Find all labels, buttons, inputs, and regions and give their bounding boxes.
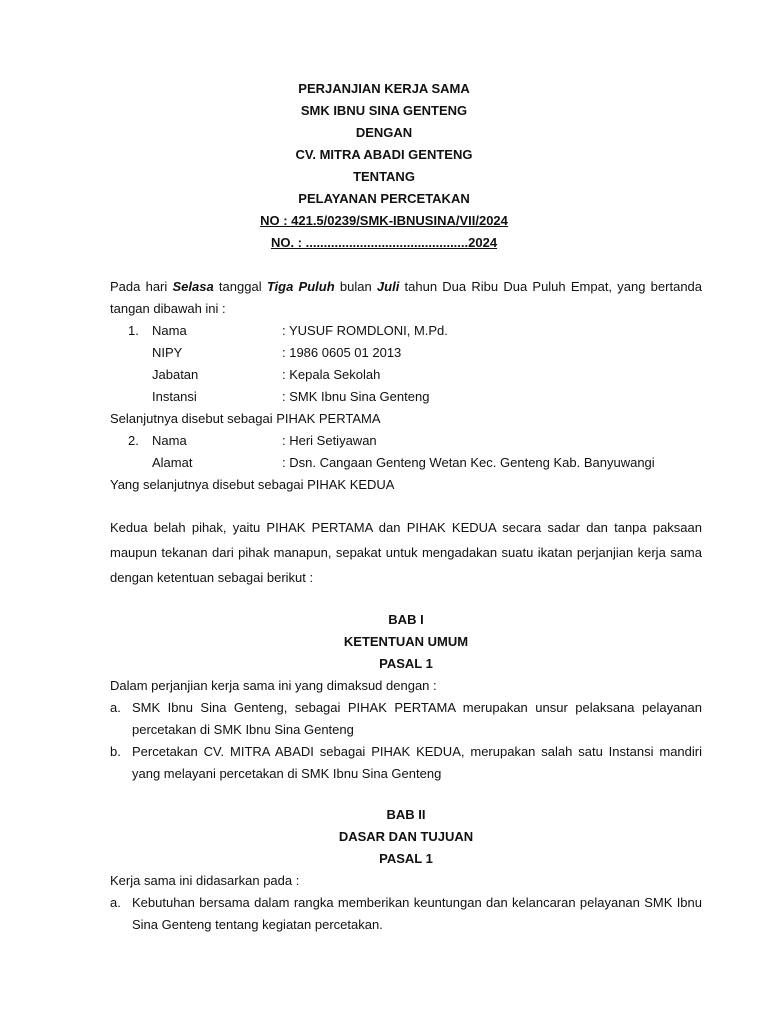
- party-2-value: : Dsn. Cangaan Genteng Wetan Kec. Genteng Kab. Banyuwangi: [282, 455, 655, 470]
- party-1-row: [110, 320, 702, 342]
- bab-1-pasal: PASAL 1: [379, 656, 433, 671]
- party-1-row: [110, 386, 702, 408]
- list-item: [110, 892, 702, 936]
- document-body: [110, 276, 702, 936]
- opening-date: Tiga Puluh: [266, 279, 335, 294]
- opening-paragraph: Pada hari Selasa tanggal Tiga Puluh bulan Juli tahun Dua Ribu Dua Puluh Empat, yang bertanda tangan dibawah ini :: [110, 279, 703, 316]
- list-item-text: Kebutuhan bersama dalam rangka memberikan keuntungan dan kelancaran pelayanan SMK Ibnu Sina Genteng tentang kegiatan percetakan.: [132, 895, 702, 932]
- party-1-value: : YUSUF ROMDLONI, M.Pd.: [282, 323, 448, 338]
- list-item-text: SMK Ibnu Sina Genteng, sebagai PIHAK PERTAMA merupakan unsur pelaksana pelayanan percetakan di SMK Ibnu Sina Genteng: [132, 700, 702, 737]
- opening-day: Selasa: [172, 279, 214, 294]
- party-1-value: : 1986 0605 01 2013: [282, 345, 402, 360]
- list-item-text: Percetakan CV. MITRA ABADI sebagai PIHAK KEDUA, merupakan salah satu Instansi mandiri yang melayani percetakan di SMK Ibnu Sina Genteng: [132, 744, 702, 781]
- party-2-designation: Yang selanjutnya disebut sebagai PIHAK KEDUA: [110, 477, 395, 492]
- list-marker: b.: [110, 744, 121, 759]
- header-about-line: TENTANG: [353, 169, 415, 184]
- bab-2-pasal: PASAL 1: [379, 851, 433, 866]
- party-2-value: : Heri Setiyawan: [282, 433, 377, 448]
- party-2-label: Alamat: [152, 455, 193, 470]
- party-1-label: NIPY: [152, 345, 183, 360]
- party-1-block: [110, 320, 702, 430]
- bab-1-section: [110, 609, 702, 785]
- party-1-row: [110, 364, 702, 386]
- party-1-number: 1.: [128, 323, 139, 338]
- bab-2-subtitle: DASAR DAN TUJUAN: [338, 829, 474, 844]
- party-2-row: [110, 452, 702, 474]
- list-item: [110, 697, 702, 741]
- party-1-label: Jabatan: [152, 367, 199, 382]
- party-2-label: Nama: [152, 433, 187, 448]
- party-2-row: [110, 430, 702, 452]
- party-2-number: 2.: [128, 433, 139, 448]
- party-1-value: : Kepala Sekolah: [282, 367, 381, 382]
- opening-month: Juli: [376, 279, 400, 294]
- document-number-1: NO : 421.5/0239/SMK-IBNUSINA/VII/2024: [260, 213, 508, 228]
- list-marker: a.: [110, 700, 121, 715]
- party-1-label: Instansi: [152, 389, 197, 404]
- party-2-block: [110, 430, 702, 496]
- header-company-line: CV. MITRA ABADI GENTENG: [295, 147, 473, 162]
- party-1-value: : SMK Ibnu Sina Genteng: [282, 389, 430, 404]
- bab-1-intro: Dalam perjanjian kerja sama ini yang dimaksud dengan :: [110, 678, 437, 693]
- list-item: [110, 741, 702, 785]
- header-title-line: PERJANJIAN KERJA SAMA: [298, 81, 470, 96]
- bab-2-section: [110, 804, 702, 936]
- document-header: [0, 80, 768, 256]
- bab-2-intro: Kerja sama ini didasarkan pada :: [110, 873, 300, 888]
- header-with-line: DENGAN: [355, 125, 413, 140]
- agreement-paragraph: Kedua belah pihak, yaitu PIHAK PERTAMA dan PIHAK KEDUA secara sadar dan tanpa paksaan maupun tekanan dari pihak manapun, sepakat untuk mengadakan suatu ikatan perjanjian kerja sama dengan ketentuan sebagai berikut :: [110, 520, 702, 585]
- bab-1-subtitle: KETENTUAN UMUM: [343, 634, 469, 649]
- header-school-line: SMK IBNU SINA GENTENG: [300, 103, 468, 118]
- bab-1-title: BAB I: [388, 612, 424, 627]
- header-subject-line: PELAYANAN PERCETAKAN: [298, 191, 470, 206]
- list-marker: a.: [110, 895, 121, 910]
- document-number-2: NO. : .............................................2024: [270, 235, 498, 250]
- party-1-label: Nama: [152, 323, 187, 338]
- party-1-designation: Selanjutnya disebut sebagai PIHAK PERTAMA: [110, 411, 381, 426]
- party-1-row: [110, 342, 702, 364]
- bab-2-title: BAB II: [386, 807, 426, 822]
